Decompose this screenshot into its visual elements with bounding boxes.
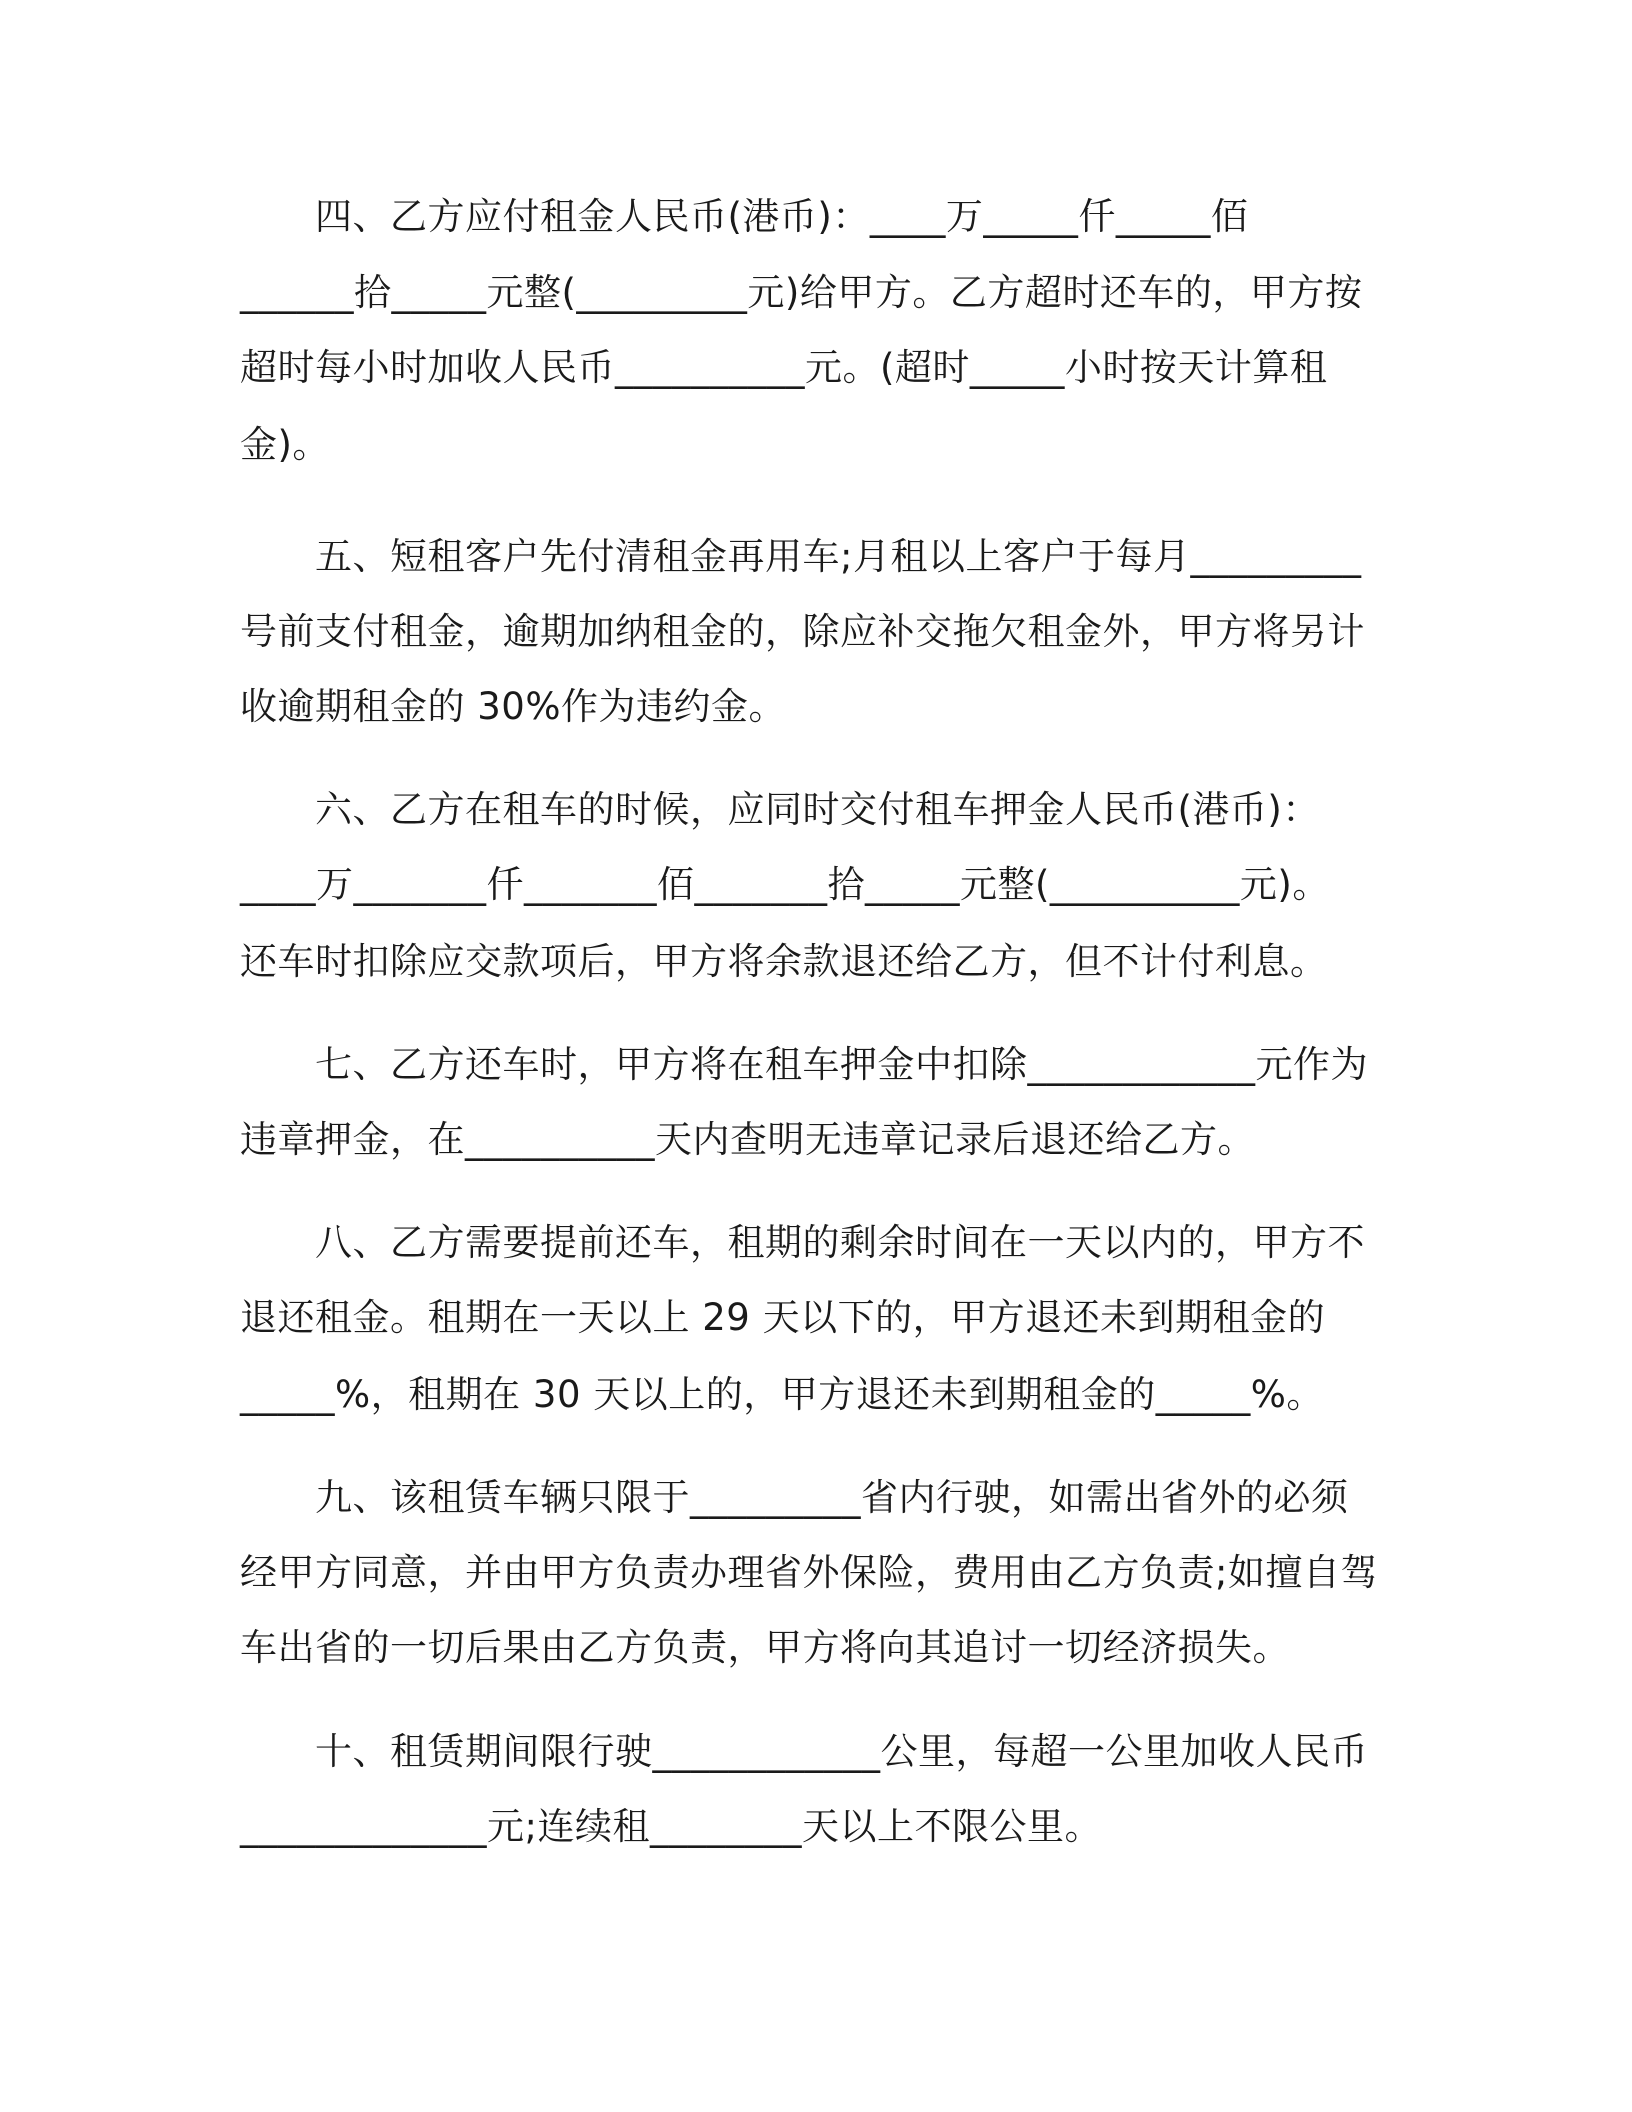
clause-five-line-2: 号前支付租金，逾期加纳租金的，除应补交拖欠租金外，甲方将另计 [240, 610, 1365, 653]
clause-five-line-1: 五、短租客户先付清租金再用车;月租以上客户于每月_________ [315, 535, 1362, 578]
clause-nine-line-1: 九、该租赁车辆只限于_________省内行驶，如需出省外的必须 [315, 1476, 1349, 1519]
clause-nine-line-3: 车出省的一切后果由乙方负责，甲方将向其追讨一切经济损失。 [240, 1626, 1290, 1669]
clause-ten-line-1: 十、租赁期间限行驶____________公里，每超一公里加收人民币 [315, 1730, 1368, 1773]
clause-four-line-4: 金)。 [240, 423, 330, 466]
clause-six-line-2: ____万_______仟_______佰_______拾_____元整(__________元)。 [240, 863, 1330, 906]
clause-nine-line-2: 经甲方同意，并由甲方负责办理省外保险，费用由乙方负责;如擅自驾 [240, 1551, 1378, 1594]
clause-five-line-3: 收逾期租金的 30%作为违约金。 [240, 685, 786, 728]
clause-eight-line-2: 退还租金。租期在一天以上 29 天以下的，甲方退还未到期租金的 [240, 1296, 1326, 1339]
clause-four-line-3: 超时每小时加收人民币__________元。(超时_____小时按天计算租 [240, 346, 1328, 389]
clause-four-line-1: 四、乙方应付租金人民币(港币)：____万_____仟_____佰 [315, 195, 1249, 238]
clause-seven-line-2: 违章押金，在__________天内查明无违章记录后退还给乙方。 [240, 1118, 1255, 1161]
clause-ten-line-2: _____________元;连续租________天以上不限公里。 [240, 1805, 1102, 1848]
clause-eight-line-1: 八、乙方需要提前还车，租期的剩余时间在一天以内的，甲方不 [315, 1221, 1365, 1264]
clause-four-line-2: ______拾_____元整(_________元)给甲方。乙方超时还车的，甲方按 [240, 271, 1363, 314]
clause-six-line-3: 还车时扣除应交款项后，甲方将余款退还给乙方，但不计付利息。 [240, 940, 1328, 983]
clause-eight-line-3: _____%，租期在 30 天以上的，甲方退还未到期租金的_____%。 [240, 1373, 1324, 1416]
clause-six-line-1: 六、乙方在租车的时候，应同时交付租车押金人民币(港币)： [315, 788, 1320, 831]
clause-seven-line-1: 七、乙方还车时，甲方将在租车押金中扣除____________元作为 [315, 1043, 1368, 1086]
